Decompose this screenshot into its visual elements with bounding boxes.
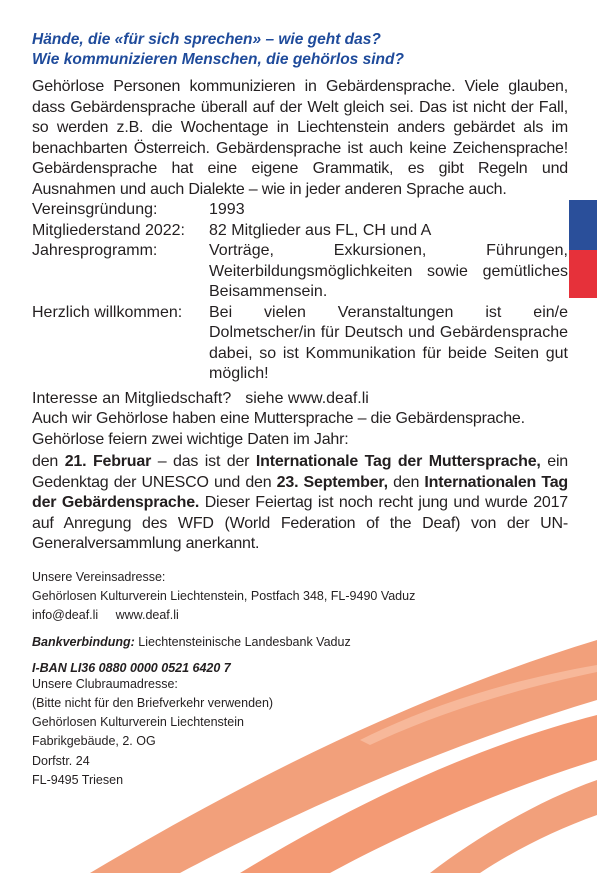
date-feb-21: 21. Februar: [64, 453, 152, 470]
bank-name: Liechtensteinische Landesbank Vaduz: [138, 634, 351, 649]
date-sep-23: 23. September,: [276, 473, 388, 491]
intro-paragraph: Gehörlose Personen kommunizieren in Gebärdensprache. Viele glauben, dass Gebärdensprache überall auf der Welt gleich sei. Das ist nicht der Fall, so werden z.B. die Wochentage in Liechtenstein anders gebärdet als im benachbarten Österreich. Gebärdensprache ist auch keine Zeichensprache! Gebärdensprache hat eine eigene Grammatik, es gibt Regeln und Ausnahmen und auch Dialekte – wie in jeder anderen Sprache auch.: [32, 78, 568, 198]
accent-bar-blue: [569, 200, 597, 250]
fact-value: Bei vielen Veranstaltungen ist ein/e Dolmetscher/in für Deutsch und Gebärdensprache dabei, so ist Kommunikation für beide Seiten gut möglich!: [209, 303, 568, 382]
facts-list: [32, 200, 568, 385]
fact-row: [32, 241, 568, 303]
dates-paragraph: [32, 452, 568, 555]
fact-value: Vorträge, Exkursionen, Führungen, Weiterbildungsmöglichkeiten sowie gemütliches Beisammensein.: [209, 242, 568, 300]
mother-tongue-line-1: Auch wir Gehörlose haben eine Muttersprache – die Gebärdensprache.: [32, 410, 525, 427]
fact-value: 1993: [209, 201, 245, 218]
club-name: Gehörlosen Kulturverein Liechtenstein: [32, 715, 244, 730]
contact-line: [32, 606, 568, 625]
dates-text: ein Gedenktag der UNESCO und den: [32, 453, 569, 491]
club-street: Dorfstr. 24: [32, 753, 90, 768]
email-link[interactable]: info@deaf.li: [32, 607, 99, 622]
membership-interest: [32, 389, 568, 410]
fact-row: [32, 303, 568, 385]
dates-text: den: [387, 473, 425, 491]
address-line: Gehörlosen Kulturverein Liechtenstein, Postfach 348, FL-9490 Vaduz: [32, 588, 416, 603]
heading-line-1: Hände, die «für sich sprechen» – wie geht das?: [32, 31, 381, 48]
dates-text: Dieser Feiertag ist noch recht jung und wurde 2017 auf Anregung des WFD (World Federation of the Deaf) von der UN-Generalversammlung anerkannt.: [32, 494, 568, 552]
fact-key: Mitgliederstand 2022:: [32, 221, 185, 239]
club-title: Unsere Clubraumadresse:: [32, 676, 178, 691]
mother-language-day: Internationale Tag der Muttersprache,: [255, 453, 541, 470]
club-note: (Bitte nicht für den Briefverkehr verwenden): [32, 695, 274, 710]
association-address: [32, 568, 568, 625]
bank-details: [32, 634, 568, 651]
flyer-content: [32, 30, 568, 790]
mother-tongue-line-2: Gehörlose feiern zwei wichtige Daten im Jahr:: [32, 430, 349, 448]
heading: [32, 30, 568, 70]
fact-row: [32, 200, 568, 221]
sign-language-day: Internationalen Tag der Gebärdensprache.: [32, 473, 569, 511]
club-building: Fabrikgebäude, 2. OG: [32, 734, 156, 749]
address-title: Unsere Vereinsadresse:: [32, 569, 166, 584]
heading-line-2: Wie kommunizieren Menschen, die gehörlos sind?: [32, 51, 404, 68]
fact-key: Vereinsgründung:: [32, 201, 158, 218]
bank-label: Bankverbindung:: [32, 634, 135, 649]
accent-bar-red: [569, 250, 597, 298]
membership-question: Interesse an Mitgliedschaft?: [32, 389, 232, 407]
dates-text: den: [32, 453, 65, 470]
membership-link[interactable]: siehe www.deaf.li: [245, 389, 369, 407]
clubroom-address: [32, 675, 568, 791]
iban: I-BAN LI36 0880 0000 0521 6420 7: [32, 660, 231, 675]
fact-row: [32, 221, 568, 242]
website-link[interactable]: www.deaf.li: [115, 607, 179, 622]
fact-key: Herzlich willkommen:: [32, 303, 183, 321]
dates-text: – das ist der: [151, 453, 256, 470]
fact-key: Jahresprogramm:: [32, 242, 158, 259]
club-city: FL-9495 Triesen: [32, 772, 124, 787]
fact-value: 82 Mitglieder aus FL, CH und A: [209, 221, 432, 239]
